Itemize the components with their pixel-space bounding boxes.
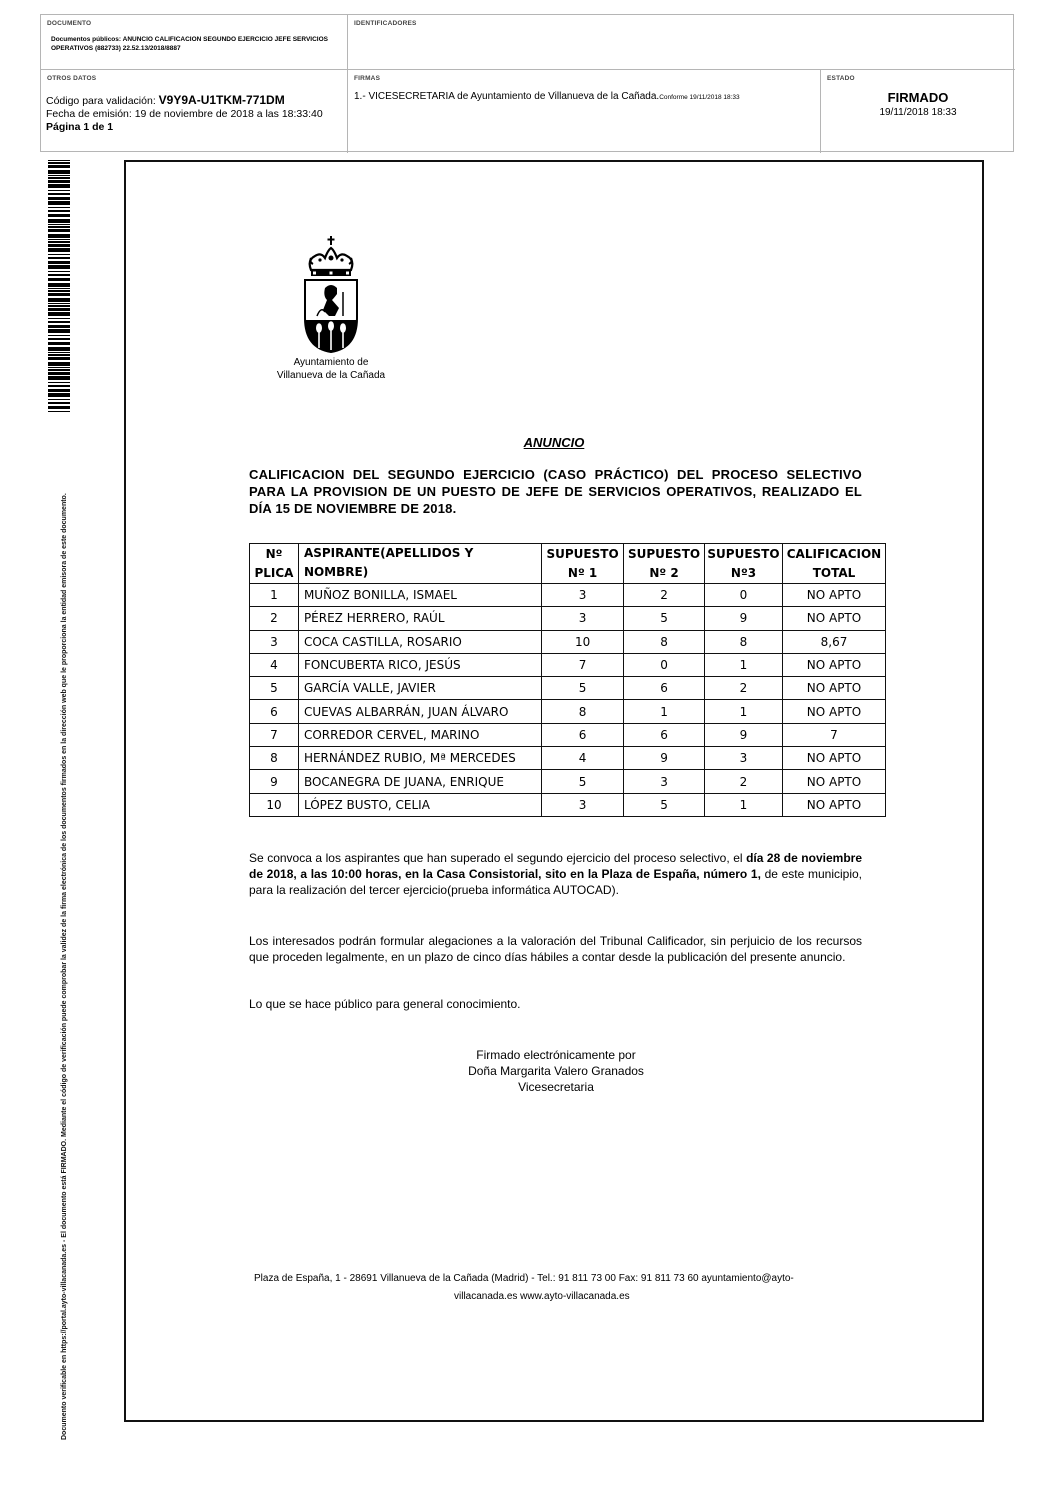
cell-supuesto-1: 3 (542, 607, 624, 630)
cell-plica: 2 (250, 607, 299, 630)
validation-code-prefix: Código para validación: (46, 95, 156, 107)
cell-supuesto-3: 3 (705, 747, 783, 770)
cell-supuesto-1: 6 (542, 723, 624, 746)
header-aspirante: ASPIRANTE(APELLIDOS Y NOMBRE) (298, 544, 541, 584)
estado-cell (821, 70, 1015, 153)
footer-address: Plaza de España, 1 - 28691 Villanueva de la Cañada (Madrid) - Tel.: 91 811 73 00 Fax: 91 811 73 60 ayuntamiento@ayto- (254, 1273, 794, 1284)
cell-calificacion: NO APTO (782, 653, 885, 676)
identificadores-label: IDENTIFICADORES (354, 20, 417, 27)
table-row (250, 653, 886, 676)
documento-cell (41, 15, 348, 70)
cell-plica: 7 (250, 723, 299, 746)
signature-line1: Firmado electrónicamente por (476, 1048, 636, 1062)
signature-name: Doña Margarita Valero Granados (468, 1064, 644, 1078)
otros-datos-cell (41, 70, 348, 153)
cell-supuesto-1: 7 (542, 653, 624, 676)
table-row (250, 584, 886, 607)
estado-label: ESTADO (827, 75, 855, 82)
cell-plica: 8 (250, 747, 299, 770)
firma-text: 1.- VICESECRETARIA de Ayuntamiento de Villanueva de la Cañada. (354, 91, 660, 102)
cell-supuesto-2: 0 (624, 653, 705, 676)
cell-supuesto-3: 8 (705, 630, 783, 653)
cell-calificacion: NO APTO (782, 607, 885, 630)
coat-of-arms-icon (299, 236, 363, 354)
cell-supuesto-3: 2 (705, 677, 783, 700)
cell-supuesto-3: 9 (705, 607, 783, 630)
results-table (249, 543, 886, 817)
cell-supuesto-2: 6 (624, 677, 705, 700)
logo-caption-line2: Villanueva de la Cañada (276, 370, 386, 381)
cell-name: CUEVAS ALBARRÁN, JUAN ÁLVARO (298, 700, 541, 723)
cell-calificacion: NO APTO (782, 584, 885, 607)
document-heading: CALIFICACION DEL SEGUNDO EJERCICIO (CASO PRÁCTICO) DEL PROCESO SELECTIVO PARA LA PROVISION DE UN PUESTO DE JEFE DE SERVICIOS OPERATIVOS, REALIZADO EL DÍA 15 DE NOVIEMBRE DE 2018. (249, 467, 862, 516)
cell-plica: 10 (250, 793, 299, 816)
logo-caption (276, 356, 386, 382)
convocation-paragraph: Se convoca a los aspirantes que han superado el segundo ejercicio del proceso selectivo, el día 28 de noviembre de 2018, a las 10:00 horas, en la Casa Consistorial, sito en la Plaza de España, número 1, de este municipio, para la realización del tercer ejercicio(prueba informática AUTOCAD). (249, 851, 862, 897)
cell-supuesto-3: 1 (705, 653, 783, 676)
cell-supuesto-1: 10 (542, 630, 624, 653)
cell-supuesto-2: 5 (624, 793, 705, 816)
firmas-cell (348, 70, 821, 153)
cell-supuesto-1: 8 (542, 700, 624, 723)
cell-plica: 5 (250, 677, 299, 700)
cell-supuesto-3: 9 (705, 723, 783, 746)
cell-supuesto-1: 5 (542, 677, 624, 700)
header-supuesto-3: SUPUESTO Nº3 (705, 544, 783, 584)
firma-entry (354, 91, 740, 102)
cell-calificacion: 8,67 (782, 630, 885, 653)
cell-name: BOCANEGRA DE JUANA, ENRIQUE (298, 770, 541, 793)
header-plica: Nº PLICA (250, 544, 299, 584)
header-calificacion: CALIFICACION TOTAL (782, 544, 885, 584)
firmas-label: FIRMAS (354, 75, 381, 82)
cell-plica: 1 (250, 584, 299, 607)
otros-datos-text (46, 94, 323, 134)
estado-value: FIRMADO (887, 90, 949, 105)
cell-supuesto-2: 9 (624, 747, 705, 770)
cell-name: LÓPEZ BUSTO, CELIA (298, 793, 541, 816)
cell-supuesto-3: 1 (705, 700, 783, 723)
municipal-logo (276, 236, 386, 398)
cell-name: COCA CASTILLA, ROSARIO (298, 630, 541, 653)
table-row (250, 700, 886, 723)
cell-calificacion: NO APTO (782, 793, 885, 816)
cell-plica: 9 (250, 770, 299, 793)
barcode-image (48, 160, 70, 412)
documento-label: DOCUMENTO (47, 20, 92, 27)
cell-supuesto-2: 8 (624, 630, 705, 653)
table-row (250, 607, 886, 630)
table-row (250, 630, 886, 653)
cell-name: FONCUBERTA RICO, JESÚS (298, 653, 541, 676)
cell-plica: 4 (250, 653, 299, 676)
logo-caption-line1: Ayuntamiento de (293, 357, 369, 368)
cell-supuesto-1: 5 (542, 770, 624, 793)
cell-name: PÉREZ HERRERO, RAÚL (298, 607, 541, 630)
allegations-paragraph: Los interesados podrán formular alegaciones a la valoración del Tribunal Calificador, sin perjuicio de los recursos que proceden legalmente, en un plazo de cinco días hábiles a contar desde la publicación del presente anuncio. (249, 934, 862, 964)
page-count: Página 1 de 1 (46, 121, 114, 133)
page-footer (254, 1270, 864, 1306)
document-page (124, 160, 984, 1422)
cell-calificacion: NO APTO (782, 700, 885, 723)
table-row (250, 793, 886, 816)
table-header-row (250, 544, 886, 584)
table-row (250, 723, 886, 746)
cell-supuesto-2: 3 (624, 770, 705, 793)
cell-supuesto-2: 1 (624, 700, 705, 723)
signature-title: Vicesecretaria (518, 1080, 594, 1094)
footer-web: villacanada.es www.ayto-villacanada.es (454, 1291, 630, 1302)
estado-date: 19/11/2018 18:33 (879, 107, 957, 118)
header-supuesto-2: SUPUESTO Nº 2 (624, 544, 705, 584)
cell-plica: 6 (250, 700, 299, 723)
cell-calificacion: NO APTO (782, 677, 885, 700)
cell-supuesto-2: 6 (624, 723, 705, 746)
table-row (250, 747, 886, 770)
otros-datos-label: OTROS DATOS (47, 75, 97, 82)
verification-side-text: Documento verificable en https://portal.ayto-villacanada.es - El documento está FIRMADO. Mediante el código de verificación puede comprobar la validez de la firma electrónica de los documentos firmados en la dirección web que le proporciona la entidad emisora de este documento. (61, 493, 68, 1440)
emission-date: Fecha de emisión: 19 de noviembre de 2018 a las 18:33:40 (46, 108, 323, 120)
cell-name: HERNÁNDEZ RUBIO, Mª MERCEDES (298, 747, 541, 770)
documento-text: Documentos públicos: ANUNCIO CALIFICACION SEGUNDO EJERCICIO JEFE SERVICIOS OPERATIVOS (882733) 22.52.13/2018/8887 (51, 36, 329, 52)
validation-code-line (46, 94, 323, 108)
cell-supuesto-3: 1 (705, 793, 783, 816)
cell-supuesto-2: 2 (624, 584, 705, 607)
table-row (250, 770, 886, 793)
document-title: ANUNCIO (523, 435, 585, 450)
closing-paragraph: Lo que se hace público para general conocimiento. (249, 997, 521, 1011)
cell-calificacion: NO APTO (782, 747, 885, 770)
cell-calificacion: NO APTO (782, 770, 885, 793)
cell-name: GARCÍA VALLE, JAVIER (298, 677, 541, 700)
cell-supuesto-3: 0 (705, 584, 783, 607)
firma-date: Conforme 19/11/2018 18:33 (659, 94, 740, 101)
cell-name: MUÑOZ BONILLA, ISMAEL (298, 584, 541, 607)
signature-block (426, 1047, 686, 1095)
cell-calificacion: 7 (782, 723, 885, 746)
cell-name: CORREDOR CERVEL, MARINO (298, 723, 541, 746)
cell-supuesto-3: 2 (705, 770, 783, 793)
cell-supuesto-2: 5 (624, 607, 705, 630)
cell-supuesto-1: 3 (542, 584, 624, 607)
header-supuesto-1: SUPUESTO Nº 1 (542, 544, 624, 584)
identificadores-cell (348, 15, 1015, 70)
table-row (250, 677, 886, 700)
document-metadata-header (40, 14, 1014, 152)
validation-code[interactable]: V9Y9A-U1TKM-771DM (158, 93, 285, 107)
cell-supuesto-1: 4 (542, 747, 624, 770)
cell-plica: 3 (250, 630, 299, 653)
cell-supuesto-1: 3 (542, 793, 624, 816)
